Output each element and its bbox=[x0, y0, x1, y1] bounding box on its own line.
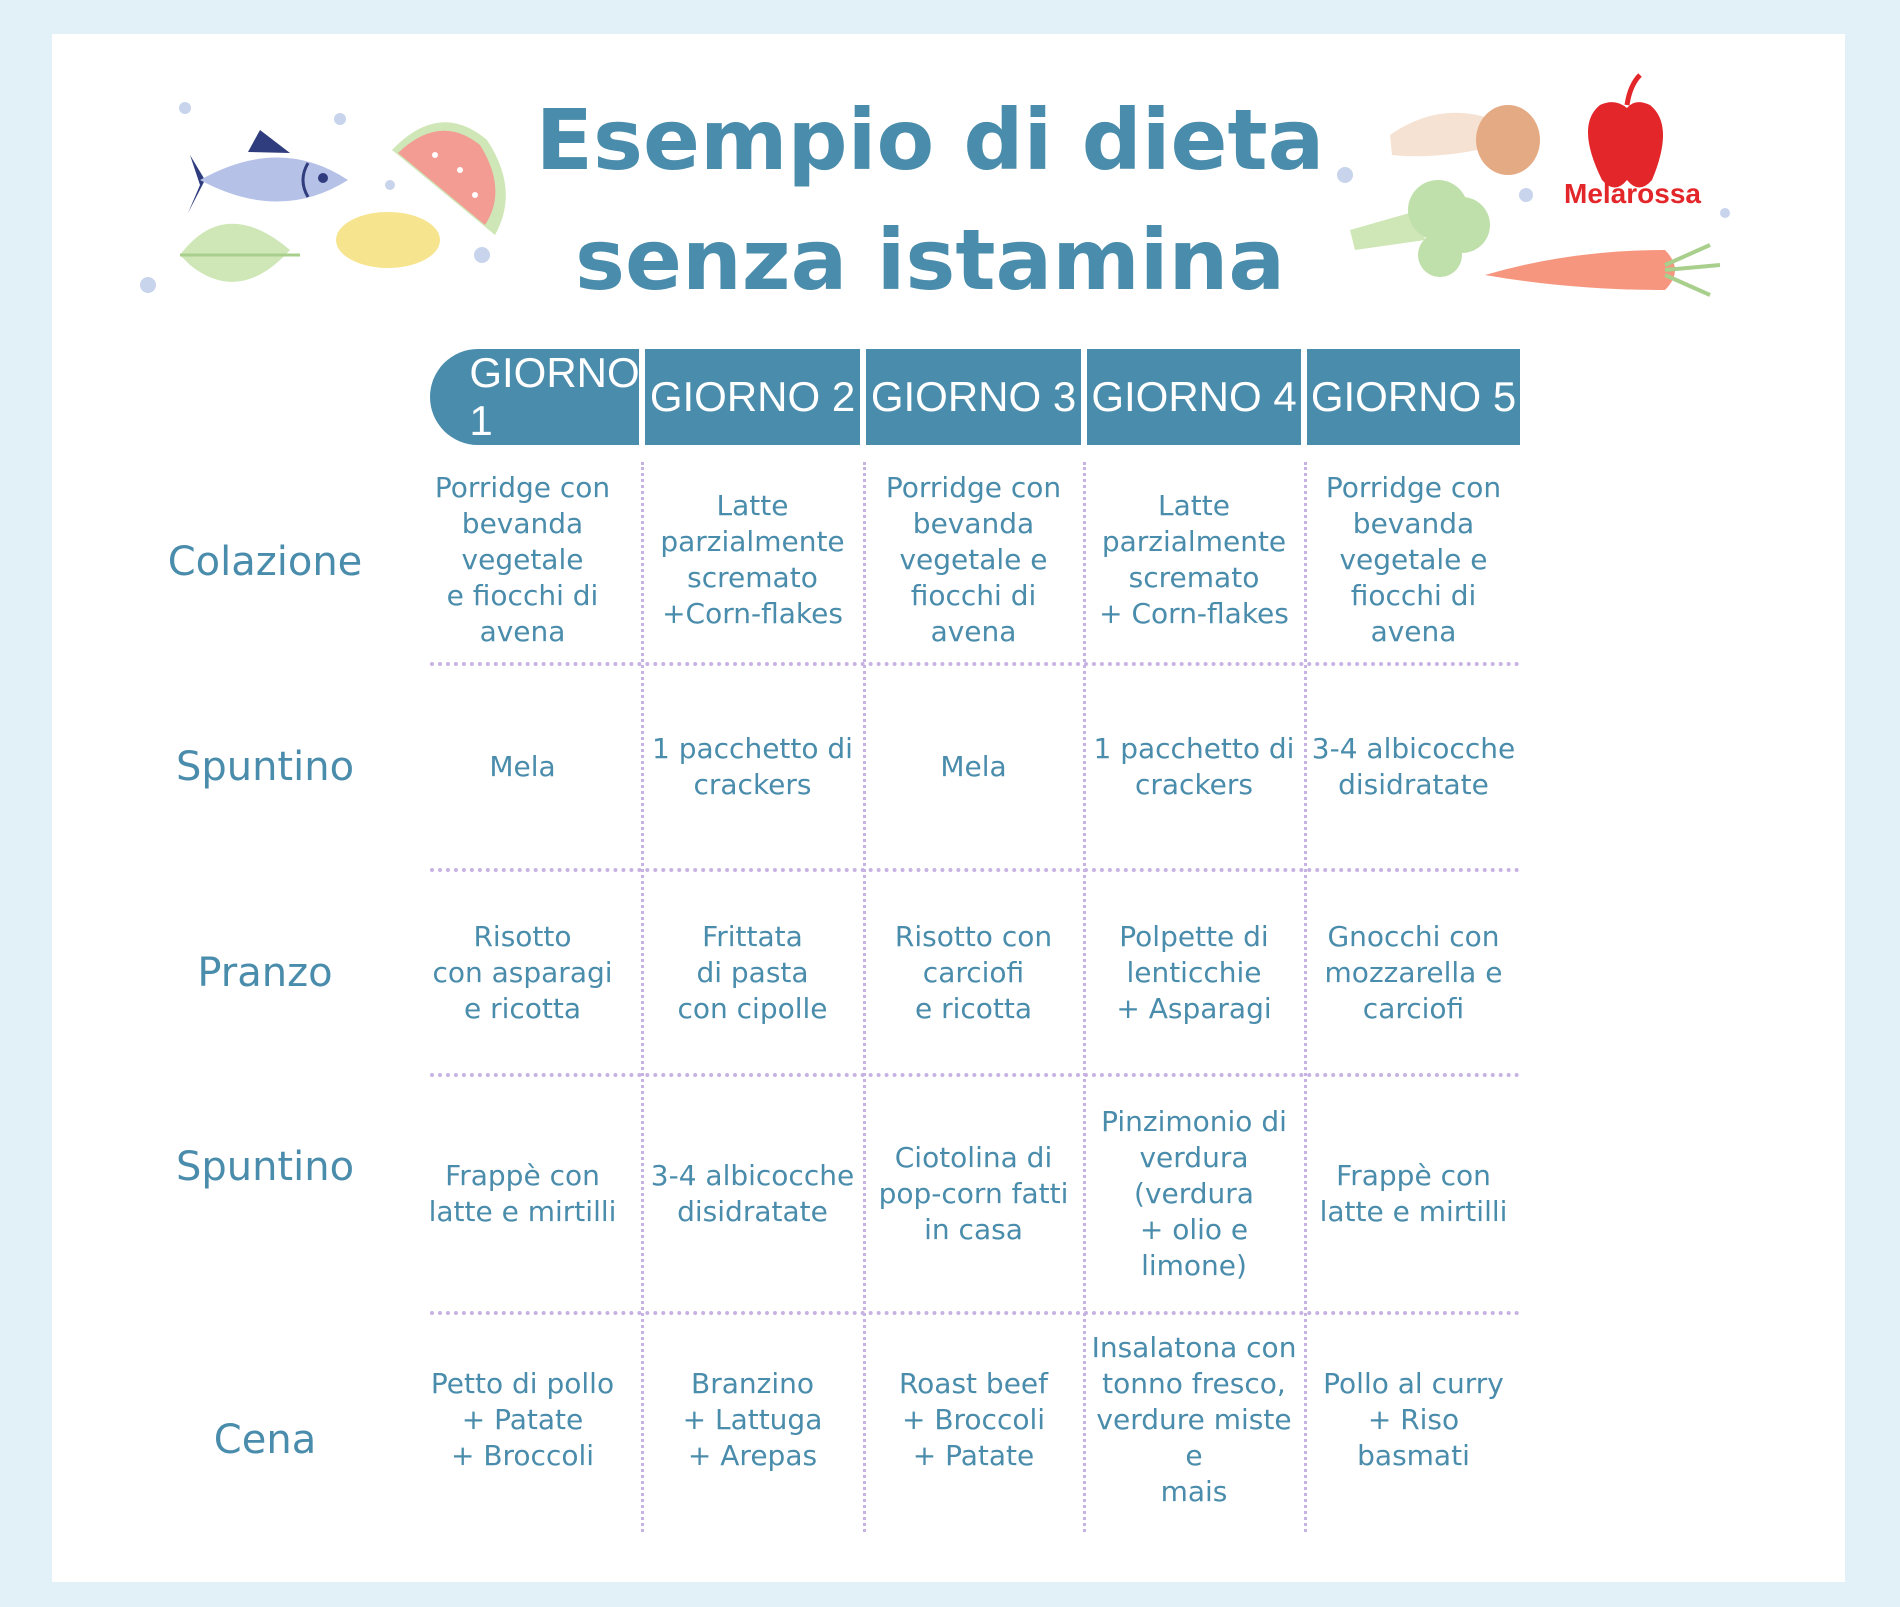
table-cell: Pinzimonio di verdura (verdura + olio e limone) bbox=[1101, 1105, 1287, 1282]
meal-label-spuntino-afternoon: Spuntino bbox=[175, 1144, 355, 1190]
day-header-2: GIORNO 2 bbox=[645, 349, 860, 445]
table-cell: Gnocchi con mozzarella e carciofi bbox=[1324, 919, 1503, 1025]
table-cell: 1 pacchetto di crackers bbox=[652, 732, 853, 801]
day-header-4: GIORNO 4 bbox=[1087, 349, 1301, 445]
table-cell: Branzino + Lattuga + Arepas bbox=[682, 1367, 823, 1472]
meal-label-cena: Cena bbox=[213, 1417, 317, 1463]
table-cell: Frittata di pasta con cipolle bbox=[677, 919, 828, 1025]
table-cell: Ciotolina di pop-corn fatti in casa bbox=[878, 1141, 1069, 1246]
page-title-line2: senza istamina bbox=[574, 211, 1286, 309]
table-cell: 3-4 albicocche disidratate bbox=[650, 1159, 855, 1228]
day-header-5: GIORNO 5 bbox=[1307, 349, 1520, 445]
table-cell: Petto di pollo + Patate + Broccoli bbox=[430, 1367, 615, 1472]
table-cell: 1 pacchetto di crackers bbox=[1093, 732, 1295, 801]
table-cell: Mela bbox=[940, 750, 1007, 783]
page-title-line1: Esempio di dieta bbox=[535, 91, 1325, 189]
table-cell: Insalatona con tonno fresco, verdure miste e mais bbox=[1091, 1331, 1297, 1508]
day-header-3: GIORNO 3 bbox=[866, 349, 1081, 445]
table-cell: Polpette di lenticchie + Asparagi bbox=[1116, 919, 1272, 1025]
brand-logo-text: Melarossa bbox=[1564, 178, 1701, 209]
column-divider bbox=[1083, 462, 1086, 1532]
meal-label-pranzo: Pranzo bbox=[197, 949, 333, 996]
table-cell: Pollo al curry + Riso basmati bbox=[1323, 1367, 1504, 1472]
table-cell: Risotto con asparagi e ricotta bbox=[432, 919, 613, 1025]
table-cell: Porridge con bevanda vegetale e fiocchi di avena bbox=[434, 470, 611, 648]
table-cell: 3-4 albicocche disidratate bbox=[1311, 732, 1516, 801]
table-cell: Porridge con bevanda vegetale e fiocchi di avena bbox=[885, 470, 1062, 648]
table-cell: Latte parzialmente scremato +Corn-flakes bbox=[660, 488, 845, 630]
day-header-1: GIORNO 1 bbox=[430, 349, 639, 445]
table-cell: Frappè con latte e mirtilli bbox=[1319, 1159, 1508, 1228]
table-cell: Mela bbox=[489, 750, 556, 783]
table-cell: Risotto con carciofi e ricotta bbox=[894, 919, 1053, 1025]
meal-label-colazione: Colazione bbox=[167, 539, 363, 585]
table-cell: Roast beef + Broccoli + Patate bbox=[898, 1367, 1049, 1472]
column-divider bbox=[641, 462, 644, 1532]
table-cell: Latte parzialmente scremato + Corn-flakes bbox=[1099, 488, 1289, 630]
meal-label-spuntino-morning: Spuntino bbox=[175, 744, 355, 790]
table-cell: Frappè con latte e mirtilli bbox=[428, 1159, 617, 1228]
table-cell: Porridge con bevanda vegetale e fiocchi di avena bbox=[1325, 470, 1502, 648]
